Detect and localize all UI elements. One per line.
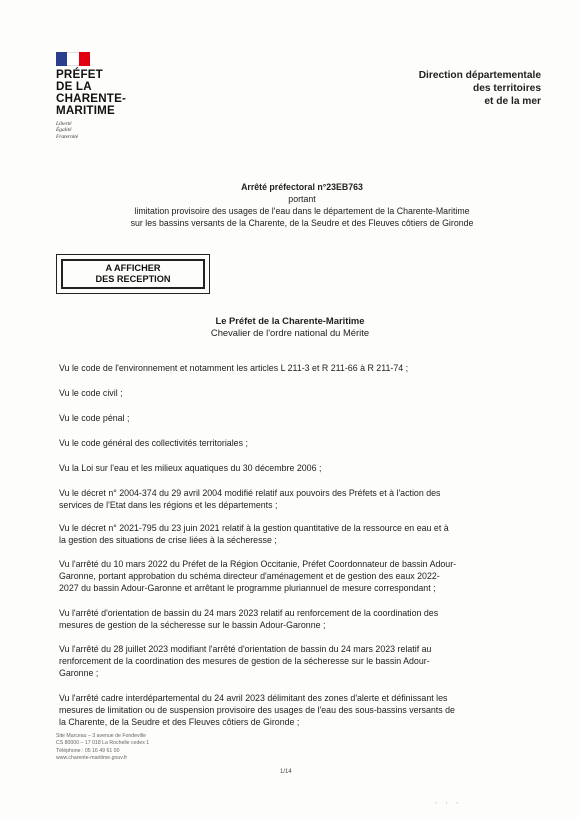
visa-paragraph [59,644,538,679]
visa-line: services de l'Etat dans les régions et les départements ; [59,499,278,510]
logo-line: PRÉFET [56,68,103,81]
direction-line: des territoires [473,83,541,94]
direction-line: et de la mer [484,96,541,107]
visa-paragraph [59,608,538,632]
decree-title-line: sur les bassins versants de la Charente, de la Seudre et des Fleuves côtiers de Gironde [130,218,474,228]
visa-line: Garonne, portant approbation du schéma directeur d'aménagement et de gestion des eaux 2022- [59,570,440,581]
visa-line: Vu le code civil ; [59,388,123,398]
visa-paragraph [59,523,538,547]
logo-line: CHARENTE- [56,92,127,105]
visa-line: la gestion des situations de crise liées à la sécheresse ; [59,534,277,545]
motto-line: Fraternité [56,133,79,140]
visa-line: Garonne ; [59,667,99,678]
visa-paragraph [59,438,538,450]
visa-line: Vu l'arrêté du 10 mars 2022 du Préfet de la Région Occitanie, Préfet Coordonnateur de bassin Adour- [59,559,457,569]
prefect-name: Le Préfet de la Charente-Maritime [215,315,365,326]
notice-line: A AFFICHER [105,263,161,273]
visa-paragraph [59,463,538,475]
scan-mark: · · · [434,797,462,809]
visa-paragraph [59,693,538,728]
visa-paragraph [59,363,538,375]
visa-line: renforcement de la coordination des mesures de gestion de la sécheresse sur le bassin Adour- [59,655,430,666]
visa-line: Vu l'arrêté du 28 juillet 2023 modifiant l'arrêté d'orientation de bassin du 24 mars 2023 relatif au [59,644,432,654]
logo-line: MARITIME [56,104,115,117]
visa-paragraph [59,388,538,400]
footer-line: www.charente-maritime.gouv.fr [56,754,128,761]
decree-title-line: limitation provisoire des usages de l'eau dans le département de la Charente-Maritime [134,206,470,216]
visa-line: mesures de limitation ou de suspension provisoire des usages de l'eau des sous-bassins versants de [59,704,455,715]
visa-paragraph [59,559,538,594]
notice-line: DES RECEPTION [95,274,171,284]
visa-line: Vu le code pénal ; [59,413,130,423]
issuing-direction [419,69,541,108]
footer-line: Téléphone : 05 16 49 61 00 [56,747,120,754]
visa-paragraph [59,413,538,425]
logo-line: DE LA [56,80,92,93]
visa-line: mesures de gestion de la sécheresse sur le bassin Adour-Garonne ; [59,619,326,630]
visa-paragraph [59,488,538,512]
motto-line: Égalité [56,127,72,134]
footer-line: Site Marceau – 3 avenue de Fondeville [56,733,146,739]
visa-line: 2027 du bassin Adour-Garonne et arrêtant le programme pluriannuel de mesure correspondant ; [59,582,436,593]
visa-line: Vu le code de l'environnement et notamment les articles L 211-3 et R 211-66 à R 211-74 ; [59,363,409,373]
visa-line: Vu le décret n° 2021-795 du 23 juin 2021 relatif à la gestion quantitative de la ressource en eau et à [59,523,449,533]
visa-line: la Charente, de la Seudre et des Fleuves côtiers de Gironde ; [59,716,300,727]
posting-notice-box [56,254,210,294]
visa-line: Vu l'arrêté d'orientation de bassin du 24 mars 2023 relatif au renforcement de la coordination des [59,608,439,618]
motto-line: Liberté [56,121,72,127]
visa-line: Vu la Loi sur l'eau et les milieux aquatiques du 30 décembre 2006 ; [59,463,322,473]
visa-line: Vu l'arrêté cadre interdépartemental du 24 avril 2023 délimitant des zones d'alerte et définissant les [59,693,448,703]
footer-line: CS 80000 – 17 018 La Rochelle cedex 1 [56,740,150,747]
page-number: 1/14 [280,769,292,775]
decree-number: Arrêté préfectoral n°23EB763 [241,182,363,192]
republic-motto [56,121,146,140]
marianne-flag-icon [56,52,90,66]
visa-line: Vu le décret n° 2004-374 du 29 avril 2004 modifié relatif aux pouvoirs des Préfets et à l'action des [59,488,441,498]
decree-title [60,181,544,229]
prefect-heading [150,315,430,339]
prefecture-logo [56,52,146,140]
visa-line: Vu le code général des collectivités territoriales ; [59,438,248,448]
decree-title-line: portant [288,194,316,204]
direction-line: Direction départementale [418,70,541,81]
prefect-title: Chevalier de l'ordre national du Mérite [210,327,370,338]
address-footer [56,733,149,762]
